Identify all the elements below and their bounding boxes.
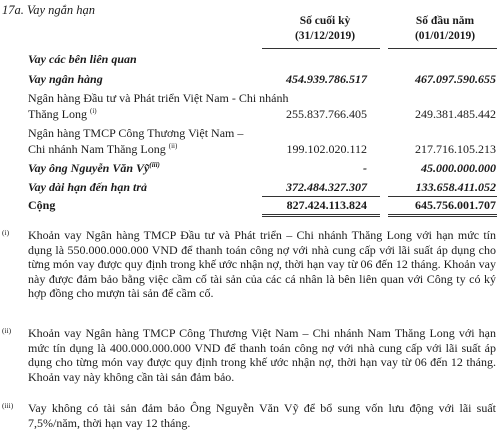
row-value-start: 45.000.000.000 — [421, 161, 496, 175]
footnote-mark: (ii) — [2, 326, 12, 335]
row-label-line2 — [28, 142, 177, 156]
header-divider-col1 — [262, 48, 380, 49]
header-col-end-period-date: (31/12/2019) — [294, 30, 356, 42]
row-value-end: 372.484.327.307 — [286, 180, 367, 194]
row-label-text: Thăng Long — [28, 107, 87, 121]
row-label-text: Vay ông Nguyễn Văn Vỹ — [28, 161, 150, 175]
row-label — [28, 161, 160, 175]
row-value-start: 133.658.411.052 — [415, 180, 496, 194]
row-value-start: 217.716.105.213 — [415, 142, 496, 156]
row-label-line1: Ngân hàng Đầu tư và Phát triển Việt Nam - Chi nhánh — [28, 91, 289, 105]
total-double-underline-col2 — [388, 216, 497, 217]
row-label-text: Chi nhánh Nam Thăng Long — [28, 142, 166, 156]
header-col-start-year-date: (01/01/2019) — [414, 30, 476, 42]
row-label: Vay các bên liên quan — [28, 52, 137, 66]
footnote-mark: (i) — [2, 228, 10, 237]
row-label-line2 — [28, 107, 97, 121]
footnote-text: Khoản vay Ngân hàng TMCP Đầu tư và Phát triển – Chi nhánh Thăng Long với hạn mức tín dụng là 550.000.000.000 VND để thanh toán công nợ với nhà cung cấp với lãi suất áp dụng cho từng món vay được quy định trong khế ước nhận nợ, thời hạn vay từ 06 đến 12 tháng. Khoản vay này được đảm bảo bằng việc cầm cố tài sản của các cá nhân là bên liên quan với Công ty có ký hợp đồng cho mượn tài sản để cầm cố. — [28, 228, 496, 300]
header-col-end-period-label: Số cuối kỳ — [299, 15, 351, 27]
footnote-text: Khoản vay Ngân hàng TMCP Công Thương Việt Nam – Chi nhánh Nam Thăng Long với hạn mức tín dụng là 400.000.000.000 VND để thanh toán công nợ với nhà cung cấp với lãi suất áp dụng cho từng món vay được quy định trong khế ước nhận nợ, thời hạn vay từ 06 đến 12 tháng. Khoản vay này không cần tài sản đảm bảo. — [28, 326, 496, 384]
row-value-start: 467.097.590.655 — [415, 72, 496, 86]
footnote-text: Vay không có tài sản đảm bảo Ông Nguyễn Văn Vỹ để bổ sung vốn lưu động với lãi suất 7,5%/năm, thời hạn vay 12 tháng. — [28, 401, 496, 430]
row-value-end: - — [363, 161, 367, 175]
header-col-start-year — [393, 14, 497, 44]
row-value-end: 199.102.020.112 — [286, 142, 367, 156]
header-col-start-year-label: Số đầu năm — [415, 15, 475, 27]
row-label: Vay ngân hàng — [28, 72, 103, 86]
total-double-underline-col1 — [262, 216, 380, 217]
row-label: Cộng — [28, 198, 56, 212]
row-value-end: 255.837.766.405 — [286, 107, 367, 121]
note-mark: (i) — [90, 107, 97, 115]
total-underline-col2 — [388, 214, 497, 215]
row-label: Vay dài hạn đến hạn trả — [28, 180, 148, 194]
section-title: 17a. Vay ngắn hạn — [2, 3, 96, 17]
row-value-start: 645.756.001.707 — [415, 198, 496, 212]
note-mark: (ii) — [168, 142, 178, 150]
footnote-mark: (iii) — [2, 401, 14, 410]
note-mark: (iii) — [149, 161, 160, 169]
row-label-line1: Ngân hàng TMCP Công Thương Việt Nam – — [28, 126, 244, 140]
header-col-end-period — [270, 14, 380, 44]
total-underline-col1 — [262, 214, 380, 215]
row-value-end: 454.939.786.517 — [286, 72, 367, 86]
header-divider-col2 — [388, 48, 497, 49]
total-divider-col1 — [262, 196, 380, 197]
total-divider-col2 — [388, 196, 497, 197]
row-value-start: 249.381.485.442 — [415, 107, 496, 121]
row-value-end: 827.424.113.824 — [286, 198, 367, 212]
